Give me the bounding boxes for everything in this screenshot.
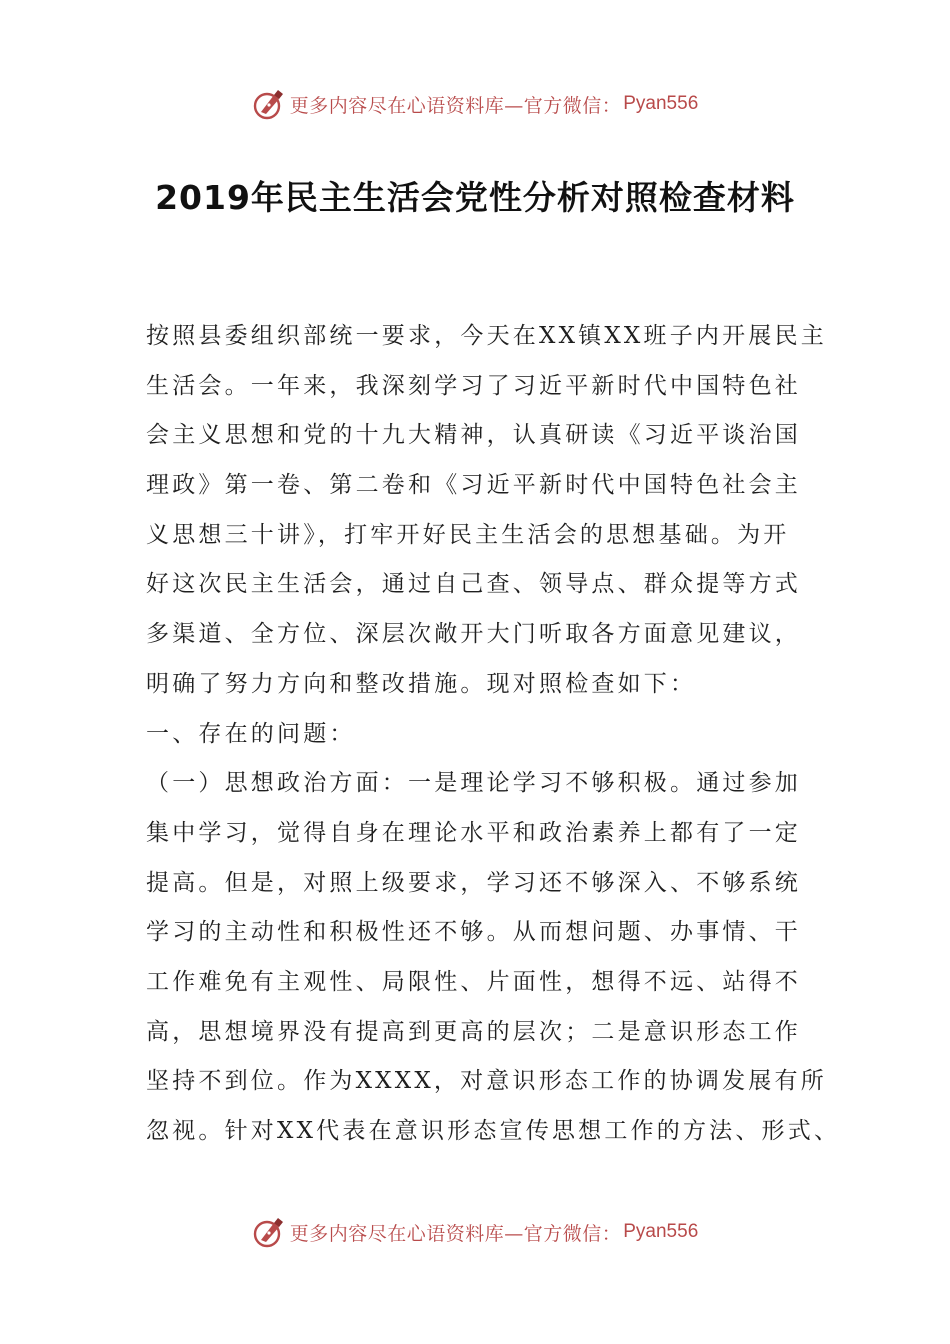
- body-line: 忽视。针对XX代表在意识形态宣传思想工作的方法、形式、: [146, 1118, 841, 1144]
- section-heading: 一、存在的问题：: [146, 720, 356, 747]
- footer-banner: [0, 1212, 950, 1252]
- body-line: 提高。但是，对照上级要求，学习还不够深入、不够系统: [146, 869, 801, 896]
- banner-text: 更多内容尽在心语资料库—官方微信：: [289, 1222, 622, 1245]
- document-title: 2019年民主生活会党性分析对照检查材料: [155, 178, 795, 217]
- banner-wechat-id: Pyan556: [623, 1221, 699, 1242]
- body-line: 坚持不到位。作为XXXX，对意识形态工作的协调发展有所: [146, 1068, 827, 1095]
- header-banner: [0, 84, 950, 124]
- body-line: 按照县委组织部统一要求，今天在XX镇XX班子内开展民主: [146, 323, 827, 349]
- pen-nib-logo-icon: [252, 87, 286, 121]
- body-line: 义思想三十讲》，打牢开好民主生活会的思想基础。为开: [146, 521, 790, 548]
- body-line: 工作难免有主观性、局限性、片面性，想得不远、站得不: [146, 968, 801, 995]
- body-line: （一）思想政治方面：一是理论学习不够积极。通过参加: [146, 770, 801, 797]
- banner-text: 更多内容尽在心语资料库—官方微信：: [289, 94, 622, 117]
- body-line: 多渠道、全方位、深层次敞开大门听取各方面意见建议，: [146, 621, 801, 648]
- body-line: 学习的主动性和积极性还不够。从而想问题、办事情、干: [146, 919, 801, 946]
- pen-nib-logo-icon: [252, 1215, 286, 1249]
- body-line: 理政》第一卷、第二卷和《习近平新时代中国特色社会主: [146, 472, 801, 499]
- body-line: 集中学习，觉得自身在理论水平和政治素养上都有了一定: [146, 819, 801, 846]
- document-body: [146, 312, 841, 1157]
- body-line: 生活会。一年来，我深刻学习了习近平新时代中国特色社: [146, 372, 801, 399]
- body-line: 好这次民主生活会，通过自己查、领导点、群众提等方式: [146, 571, 801, 598]
- banner-wechat-id: Pyan556: [623, 93, 699, 114]
- body-line: 明确了努力方向和整改措施。现对照检查如下：: [146, 670, 697, 697]
- body-line: 高，思想境界没有提高到更高的层次；二是意识形态工作: [146, 1018, 801, 1045]
- body-line: 会主义思想和党的十九大精神，认真研读《习近平谈治国: [146, 422, 801, 449]
